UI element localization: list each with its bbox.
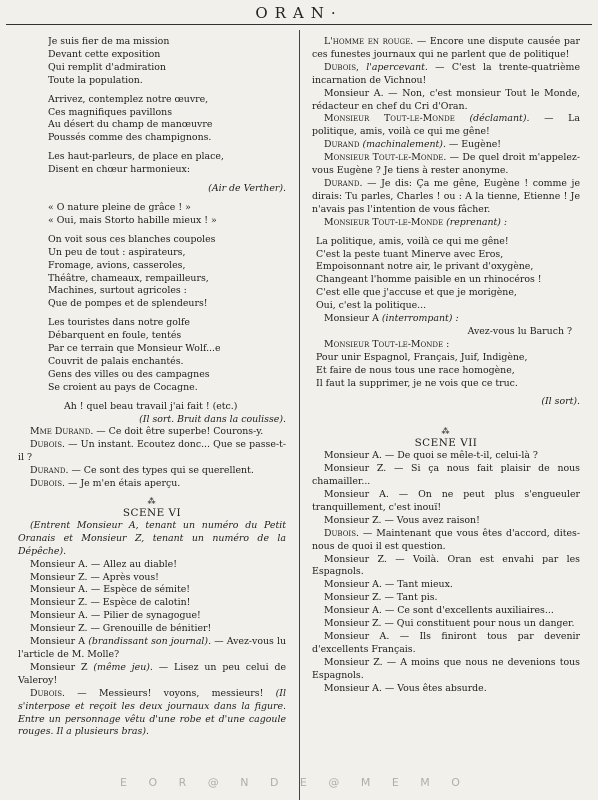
dialogue-line [312, 152, 580, 178]
poem-stanza-5 [18, 317, 286, 394]
speaker: Dubois. [30, 439, 65, 451]
speaker: Monsieur Tout-le-Monde : [324, 338, 450, 350]
dialogue-line [18, 465, 286, 478]
poem-stanza-3 [18, 151, 286, 177]
dialogue-line: Monsieur A. — Ils finiront tous par devenir d'excellents Français. [312, 630, 580, 655]
dialogue-line: Monsieur A. — On ne peut plus s'engueuler tranquillement, c'est inouï! [312, 489, 580, 513]
speaker: Dubois, [324, 61, 359, 73]
verse-line: Débarquent en foule, tentés [48, 330, 182, 342]
speech: — Eugène! [445, 139, 502, 151]
dialogue-line [18, 636, 286, 662]
dialogue-line: Monsieur Z. — Espèce de calotin! [30, 597, 191, 609]
dialogue-line: Monsieur A. — Non, c'est monsieur Tout le Monde, rédacteur en chef du Cri d'Oran. [312, 87, 580, 112]
speech: — C'est la trente-quatrième incarnation de Vichnou! [312, 61, 580, 86]
verse-line: C'est elle que j'accuse et que je morigène, [316, 287, 517, 299]
dialogue-line [312, 217, 580, 230]
direction: (déclamant). [454, 113, 530, 125]
verse-line: Oui, c'est la politique... [316, 300, 427, 312]
dialogue-line: Monsieur A. — Allez au diable! [30, 558, 177, 570]
verse-line: Par ce terrain que Monsieur Wolf...e [48, 343, 221, 355]
speech: — De quel droit m'appelez-vous Eugène ? Je tiens à rester anonyme. [312, 152, 580, 177]
left-column [18, 36, 286, 739]
right-column [312, 36, 580, 696]
speaker: Monsieur Tout-le-Monde. [324, 152, 447, 164]
verse-line: Gens des villes ou des campagnes [48, 368, 210, 380]
direction: (interrompant) : [378, 313, 459, 325]
speaker: Durand. [30, 465, 69, 477]
verse-line: Qui remplit d'admiration [48, 61, 166, 73]
quote-lines [18, 202, 286, 228]
stage-direction: (Entrent Monsieur A, tenant un numéro du Petit Oranais et Monsieur Z, tenant un numéro de la Dépêche). [18, 519, 286, 557]
scene-separator: ⁂ [147, 497, 157, 506]
header-rule [6, 24, 592, 25]
stage-direction-exit: (Il sort. Bruit dans la coulisse). [139, 413, 286, 425]
dialogue-line: Monsieur Z. — Voilà. Oran est envahi par les Espagnols. [312, 553, 580, 578]
dialogue-line [312, 139, 580, 152]
dialogue-line [18, 662, 286, 688]
direction: (brandissant son journal). [88, 636, 212, 648]
speaker: Mme Durand. [30, 426, 94, 438]
direction: (reprenant) : [443, 216, 508, 228]
dialogue-line [18, 426, 286, 439]
verse-line: Théâtre, chameaux, rempailleurs, [48, 272, 209, 284]
speaker: Monsieur Tout-le-Monde [324, 216, 444, 228]
verse-line: « Oui, mais Storto habille mieux ! » [48, 214, 217, 226]
speaker: Durand. [324, 177, 363, 189]
speaker: Durand [324, 139, 360, 151]
poem-stanza-4 [18, 234, 286, 311]
dialogue-line: Monsieur A. — Ce sont d'excellents auxiliaires... [324, 605, 554, 617]
dialogue-line: Monsieur A. — De quoi se mêle-t-il, celui-là ? [324, 450, 538, 462]
dialogue-line [18, 439, 286, 465]
verse-line: Il faut la supprimer, je ne vois que ce truc. [316, 377, 518, 389]
speech: — Lisez un peu celui de Valeroy! [18, 661, 286, 686]
dialogue-line [18, 688, 286, 740]
verse-line: Couvrit de palais enchantés. [48, 355, 184, 367]
speaker: Monsieur Z [30, 661, 88, 673]
scene-title: SCENE VI [122, 507, 182, 519]
speech: — Je dis: Ça me gêne, Eugène ! comme je dirais: Tu parles, Charles ! ou : A la tienne, Etienne ! Je n'avais pas l'intention de vous fâcher. [312, 177, 580, 215]
verse-line: On voit sous ces blanches coupoles [48, 233, 216, 245]
dialogue-line: Monsieur A. — Espèce de sémite! [30, 584, 191, 596]
verse-line: Empoisonnant notre air, le privant d'oxygène, [316, 261, 534, 273]
speech: — Un instant. Ecoutez donc... Que se passe-t-il ? [18, 439, 286, 464]
dialogue-line: Monsieur Z. — Si ça nous fait plaisir de nous chamailler... [312, 463, 580, 488]
dialogue-line: Monsieur A. — Vous êtes absurde. [324, 682, 487, 694]
speech: — La politique, amis, voilà ce qui me gêne! [312, 113, 581, 138]
speaker: Dubois. [30, 478, 65, 490]
scene-title: SCENE VII [414, 437, 478, 450]
verse-line: Toute la population. [48, 74, 143, 86]
verse-line: Et faire de nous tous une race homogène, [316, 364, 515, 376]
verse-line: Devant cette exposition [48, 48, 161, 60]
poem-stanza-2 [18, 94, 286, 146]
dialogue-line: Monsieur Z. — Après vous! [30, 571, 159, 583]
verse-line: Je suis fier de ma mission [48, 36, 170, 47]
verse-line: Ces magnifiques pavillons [48, 106, 173, 118]
verse-line: Poussés comme des champignons. [48, 132, 212, 144]
dialogue-line [312, 178, 580, 217]
verse-line: Disent en chœur harmonieux: [48, 164, 190, 176]
speaker: L'homme en rouge. [324, 36, 414, 47]
speech: — Messieurs! voyons, messieurs! [64, 687, 264, 699]
dialogue-line [18, 478, 286, 491]
dialogue-line [312, 528, 580, 554]
dialogue-line: Monsieur Z. — A moins que nous ne devenions tous Espagnols. [312, 656, 580, 681]
dialogue-line [312, 113, 580, 139]
dialogue-line: Monsieur A. — Tant mieux. [324, 579, 453, 591]
verse-block [312, 236, 580, 313]
verse-line: Un peu de tout : aspirateurs, [48, 246, 186, 258]
speech: — Je m'en étais aperçu. [64, 478, 181, 490]
speech: — Ce sont des types qui se querellent. [68, 465, 254, 477]
verse-line: Se croient au pays de Cocagne. [48, 381, 198, 393]
verse-line: Machines, surtout agricoles : [48, 285, 187, 297]
verse-line: Changeant l'homme paisible en un rhinocéros ! [316, 274, 542, 286]
watermark-text: E O R @ N D E @ M E M O [120, 776, 469, 789]
dialogue-line: Monsieur A. — Pilier de synagogue! [30, 610, 201, 622]
air-direction: (Air de Verther). [208, 183, 286, 195]
verse-line: Avez-vous lu Baruch ? [467, 325, 572, 337]
speaker: Monsieur A [324, 313, 379, 325]
dialogue-line: Monsieur Z. — Grenouille de bénitier! [30, 623, 212, 635]
dialogue-line: Monsieur Z. — Tant pis. [324, 592, 438, 604]
direction: (Il s'interpose et reçoit les deux journaux dans la figure. Entre un personnage vêtu d'une robe et d'une cagoule rouges. Il a plusieurs bras). [18, 687, 287, 738]
speaker: Monsieur A [30, 636, 86, 648]
speech: — Maintenant que vous êtes d'accord, dites-nous de quoi il est question. [312, 527, 580, 552]
dialogue-line [312, 62, 580, 88]
verse-line: Que de pompes et de splendeurs! [48, 298, 208, 310]
verse-block [312, 352, 580, 391]
verse-line: C'est la peste tuant Minerve avec Eros, [316, 248, 504, 260]
speaker: Dubois. [324, 527, 359, 539]
speech: — Avez-vous lu l'article de M. Molle? [18, 636, 287, 660]
dialogue-line: Monsieur Z. — Qui constituent pour nous un danger. [324, 618, 575, 630]
dialogue-line [312, 36, 580, 62]
verse-line: Les haut-parleurs, de place en place, [48, 151, 224, 163]
direction: (même jeu). [93, 661, 153, 673]
verse-line: Les touristes dans notre golfe [48, 317, 190, 329]
verse-line: Pour unir Espagnol, Français, Juif, Indigène, [316, 351, 528, 363]
dialogue-line: Monsieur Z. — Vous avez raison! [324, 514, 480, 526]
direction: (machinalement). [359, 139, 446, 151]
verse-line: Fromage, avions, casseroles, [48, 259, 186, 271]
speaker: Dubois. [30, 687, 65, 699]
dialogue-line [312, 313, 580, 326]
verse-line: La politique, amis, voilà ce qui me gêne! [316, 235, 509, 247]
page-header-title: ORAN· [255, 4, 343, 22]
speaker: Monsieur Tout-le-Monde [324, 113, 455, 125]
speech: — Encore une dispute causée par ces funestes journaux qui ne parlent que de politique! [312, 36, 580, 60]
stage-direction-exit: (Il sort). [541, 396, 580, 408]
verse-line: Arrivez, contemplez notre œuvre, [48, 93, 209, 105]
direction: l'apercevant. [358, 61, 428, 73]
verse-line: « O nature pleine de grâce ! » [48, 201, 191, 213]
exclamation: Ah ! quel beau travail j'ai fait ! (etc.) [64, 400, 238, 412]
speech: — Ce doit être superbe! Courons-y. [93, 426, 264, 438]
column-divider [299, 30, 300, 800]
scene-separator: ⁂ [441, 427, 451, 437]
poem-stanza-1 [18, 36, 286, 88]
verse-line: Au désert du champ de manœuvre [48, 119, 213, 131]
